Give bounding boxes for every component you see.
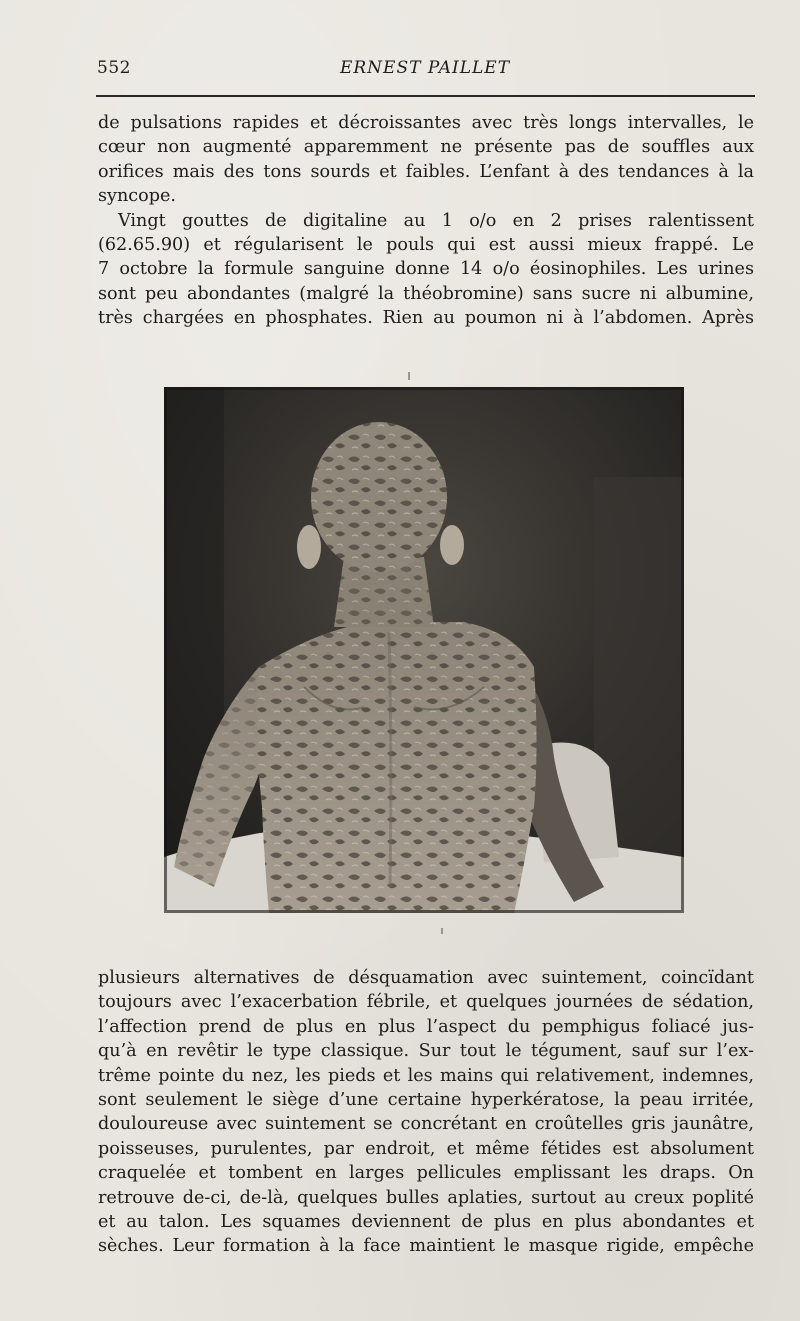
text-line: sont seulement le siège d’une certaine hyperkératose, la peau irritée, <box>98 1090 754 1111</box>
patient-photograph <box>164 387 684 913</box>
text-line: et au talon. Les squames deviennent de plus en plus abondantes et <box>98 1212 754 1233</box>
text-line: sèches. Leur formation à la face maintient le masque rigide, empêche <box>98 1236 754 1257</box>
print-speck <box>408 372 410 380</box>
photo-illustration <box>164 387 684 913</box>
text-line: craquelée et tombent en larges pellicules emplissant les draps. On <box>98 1163 754 1184</box>
paragraph-top <box>98 111 754 331</box>
text-line: l’affection prend de plus en plus l’aspect du pemphigus foliacé jus- <box>98 1016 754 1037</box>
text-line: 7 octobre la formule sanguine donne 14 o/o éosinophiles. Les urines <box>98 259 754 280</box>
text-line: Vingt gouttes de digitaline au 1 o/o en 2 prises ralentissent <box>118 210 754 231</box>
text-line: qu’à en revêtir le type classique. Sur tout le tégument, sauf sur l’ex- <box>98 1041 754 1062</box>
text-line: orifices mais des tons sourds et faibles. L’enfant à des tendances à la <box>98 161 754 182</box>
paragraph-bottom <box>98 966 754 1259</box>
text-line: poisseuses, purulentes, par endroit, et même fétides est absolument <box>98 1138 754 1159</box>
text-line: cœur non augmenté apparemment ne présente pas de souffles aux <box>98 137 754 158</box>
page-number: 552 <box>97 58 131 78</box>
text-line: trême pointe du nez, les pieds et les mains qui relativement, indemnes, <box>98 1065 754 1086</box>
text-line: plusieurs alternatives de désquamation avec suintement, coincïdant <box>98 968 754 988</box>
running-head: ERNEST PAILLET <box>339 58 511 78</box>
header-rule <box>96 95 755 97</box>
text-line: (62.65.90) et régularisent le pouls qui est aussi mieux frappé. Le <box>98 235 754 256</box>
text-line: très chargées en phosphates. Rien au poumon ni à l’abdomen. Après <box>98 308 754 329</box>
text-line: retrouve de-ci, de-là, quelques bulles aplaties, surtout au creux poplité <box>98 1187 754 1208</box>
text-line: douloureuse avec suintement se concrétant en croûtelles gris jaunâtre, <box>98 1114 754 1135</box>
print-speck <box>441 928 443 934</box>
text-line: sont peu abondantes (malgré la théobromine) sans sucre ni albumine, <box>98 283 754 304</box>
text-line: syncope. <box>98 186 177 207</box>
text-line: toujours avec l’exacerbation fébrile, et quelques journées de sédation, <box>98 992 754 1013</box>
text-line: de pulsations rapides et décroissantes avec très longs intervalles, le <box>98 113 754 133</box>
